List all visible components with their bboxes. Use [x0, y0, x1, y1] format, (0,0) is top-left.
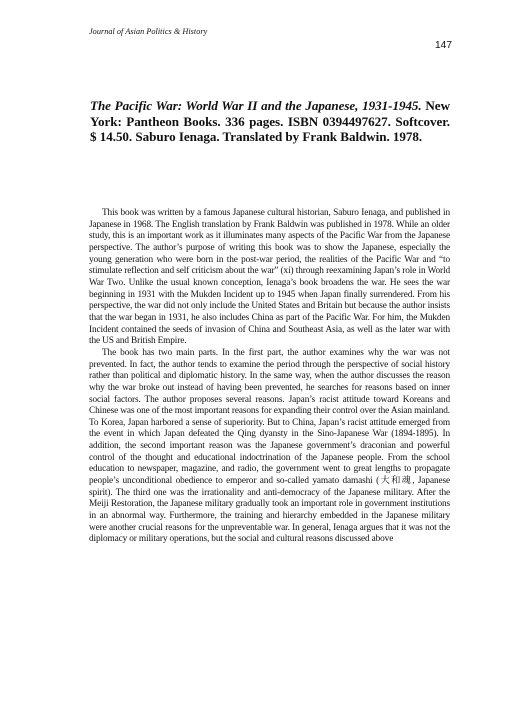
book-publication-details: New York: Pantheon Books. 336 pages. ISBN 0394497627. Softcover. $ 14.50. Saburo Ienaga. Translated by Frank Baldwin. 1978. — [90, 98, 450, 144]
book-citation — [90, 98, 450, 145]
book-title: The Pacific War: World War II and the Japanese, 1931-1945. — [90, 98, 422, 113]
page-number: 147 — [435, 40, 452, 51]
review-body — [89, 208, 450, 546]
body-paragraph: This book was written by a famous Japanese cultural historian, Saburo Ienaga, and published in Japanese in 1968. The English translation by Frank Baldwin was published in 1978. While an older study, this is an important work as it illuminates many aspects of the Pacific War from the Japanese perspective. The author’s purpose of writing this book was to show the Japanese, especially the young generation who were born in the post-war period, the realities of the Pacific War and “to stimulate reflection and self criticism about the war” (xi) through reexamining Japan’s role in World War Two. Unlike the usual known conception, Ienaga’s book broadens the war. He sees the war beginning in 1931 with the Mukden Incident up to 1945 when Japan finally surrendered. From his perspective, the war did not only include the United States and Britain but because the author insists that the war began in 1931, he also includes China as part of the Pacific War. For him, the Mukden Incident contained the seeds of invasion of China and Southeast Asia, as well as the later war with the US and British Empire. — [89, 208, 450, 347]
journal-running-header: Journal of Asian Politics & History — [89, 27, 208, 36]
body-paragraph: The book has two main parts. In the first part, the author examines why the war was not prevented. In fact, the author tends to examine the period through the perspective of social history rather than political and diplomatic history. In the same way, when the author discusses the reason why the war broke out instead of having been prevented, he searches for reasons based on inner social factors. The author proposes several reasons. Japan’s racist attitude toward Koreans and Chinese was one of the most important reasons for expanding their control over the Asian mainland. To Korea, Japan harbored a sense of superiority. But to China, Japan’s racist attitude emerged from the event in which Japan defeated the Qing dyansty in the Sino-Japanese War (1894-1895). In addition, the second important reason was the Japanese government’s draconian and powerful control of the thought and educational indoctrination of the Japanese people. From the school education to newspaper, magazine, and radio, the government went to great lengths to propagate people’s unconditional obedience to emperor and so-called yamato damashi (大和魂, Japanese spirit). The third one was the irrationality and anti-democracy of the Japanese military. After the Meiji Restoration, the Japanese military gradually took an important role in government institutions in an abnormal way. Furthermore, the training and hierarchy embedded in the Japanese military were another crucial reasons for the unpreventable war. In general, Ienaga argues that it was not the diplomacy or military operations, but the social and cultural reasons discussed above — [89, 347, 450, 545]
